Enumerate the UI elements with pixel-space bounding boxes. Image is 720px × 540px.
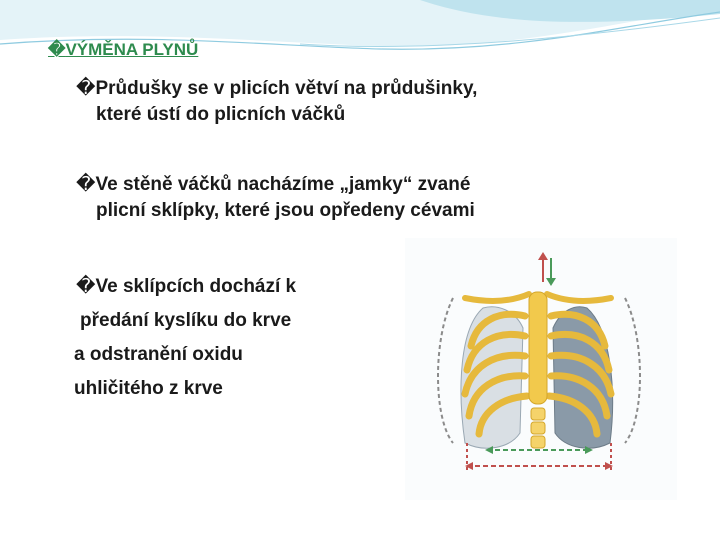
point-1-line-1: Průdušky se v plicích větví na průdušinky,: [95, 78, 478, 99]
bullet-glyph: �: [48, 40, 66, 59]
bullet-glyph: �: [76, 174, 96, 195]
point-1-line-2: které ústí do plicních váčků: [96, 104, 346, 125]
point-2-line-2: plicní sklípky, které jsou opředeny cévami: [96, 200, 475, 221]
slide-title: [48, 40, 198, 60]
ribcage-icon: [405, 238, 677, 500]
bullet-point-3: [76, 270, 296, 406]
bullet-point-2: [76, 172, 475, 224]
point-2-line-1: Ve stěně váčků nacházíme „jamky“ zvané: [95, 174, 471, 195]
point-3-line-3: a odstranění oxidu: [74, 344, 243, 365]
bullet-glyph: �: [76, 78, 96, 99]
bullet-glyph: �: [76, 276, 96, 297]
point-3-line-1: Ve sklípcích dochází k: [95, 276, 297, 297]
point-3-line-2: předání kyslíku do krve: [80, 310, 292, 331]
title-text: VÝMĚNA PLYNŮ: [65, 40, 199, 59]
bullet-point-1: [76, 76, 477, 128]
point-3-line-4: uhličitého z krve: [74, 378, 223, 399]
ribcage-lungs-illustration: [405, 238, 677, 500]
